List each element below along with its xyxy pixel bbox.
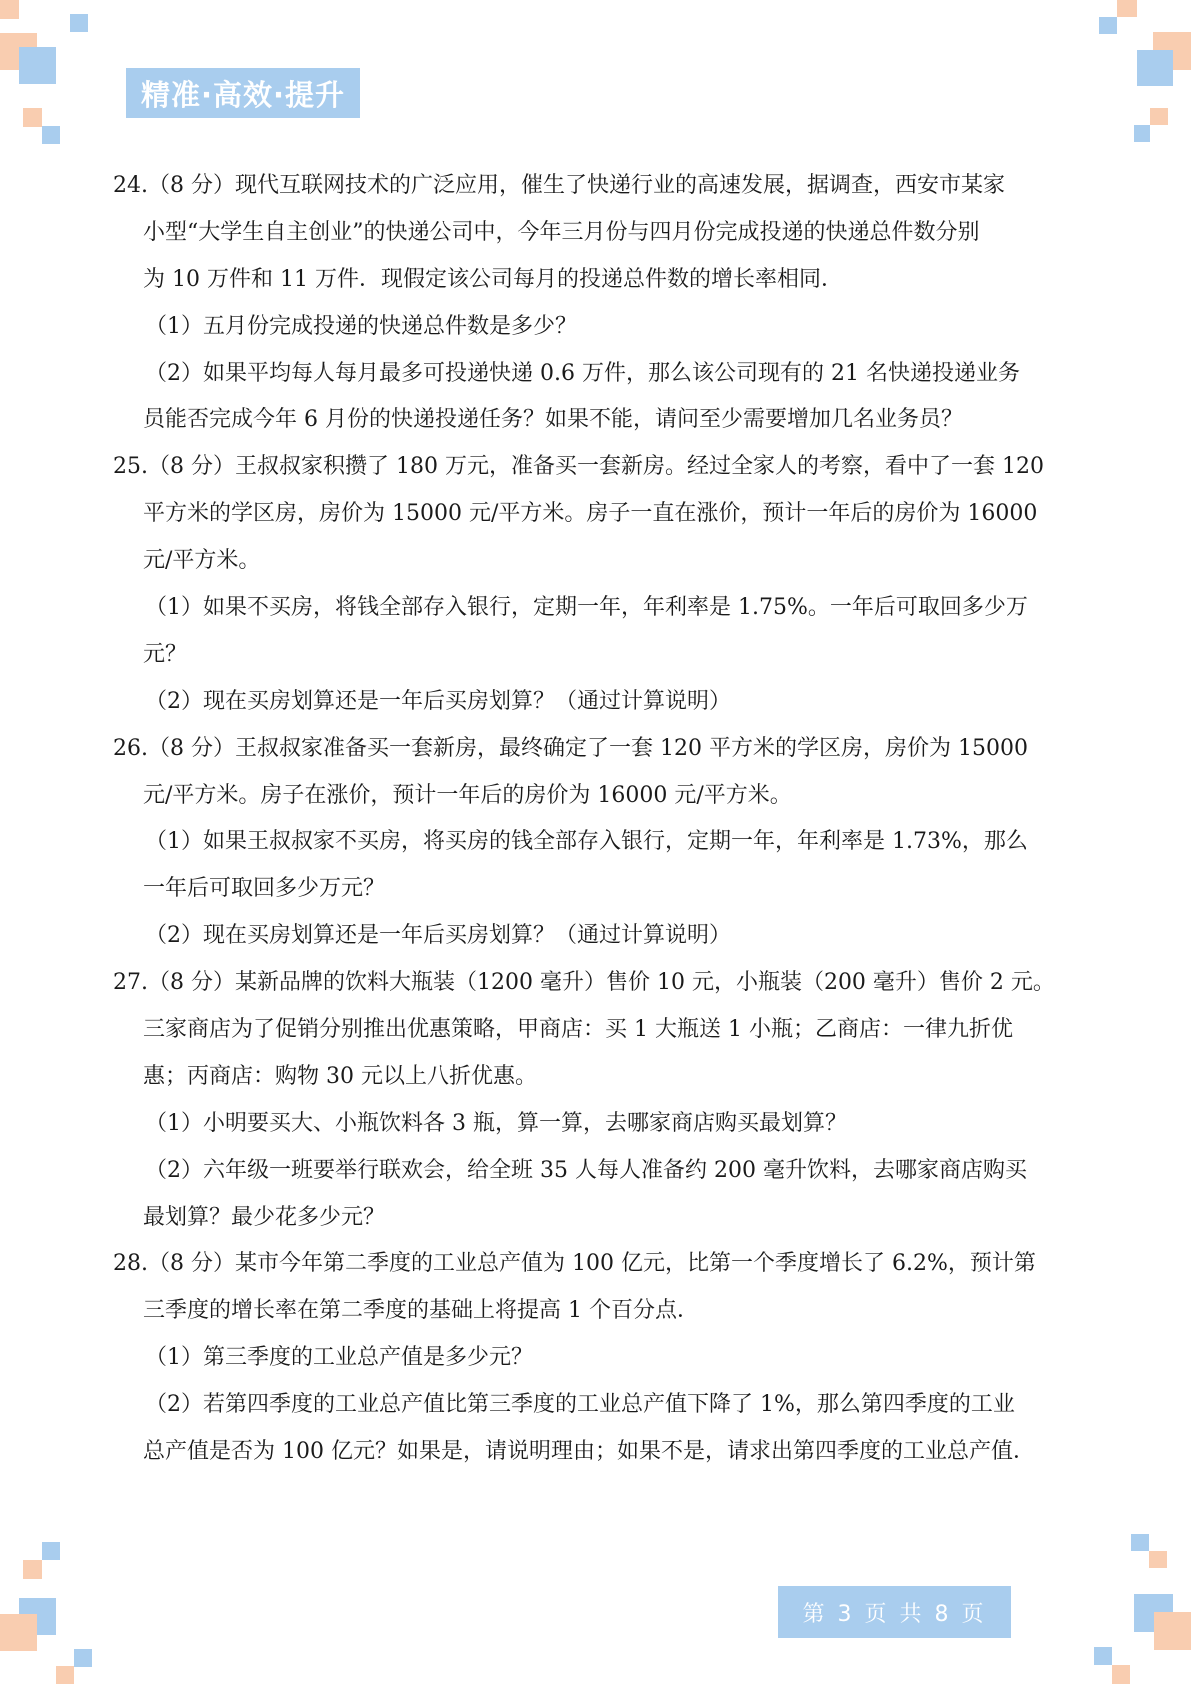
question-stem-line: 25.（8 分）王叔叔家积攒了 180 万元，准备买一套新房。经过全家人的考察，看中了一套 120 [113,454,1044,480]
decor-square [42,1542,60,1560]
question-stem-line: 平方米的学区房，房价为 15000 元/平方米。房子一直在涨价，预计一年后的房价为 16000 [143,501,1038,527]
decor-square [56,1666,74,1684]
question-stem-line: 27.（8 分）某新品牌的饮料大瓶装（1200 毫升）售价 10 元，小瓶装（200 毫升）售价 2 元。 [113,970,1055,996]
question-list [113,171,1083,1484]
decor-square [74,1649,92,1667]
decor-square [1094,1647,1112,1665]
sub-question-line: 一年后可取回多少万元？ [143,876,386,902]
sub-question-line: （1）小明要买大、小瓶饮料各 3 瓶，算一算，去哪家商店购买最划算？ [145,1110,847,1136]
decor-square [0,0,19,19]
decor-square [1137,50,1173,86]
decor-square [1112,1665,1130,1684]
question-28 [113,1249,1083,1467]
question-stem-line: 小型“大学生自主创业”的快递公司中，今年三月份与四月份完成投递的快递总件数分别 [143,219,980,245]
page-indicator: 第 3 页 共 8 页 [778,1586,1011,1638]
question-stem-line: 三季度的增长率在第二季度的基础上将提高 1 个百分点． [143,1298,699,1324]
sub-question-line: 员能否完成今年 6 月份的快递投递任务？如果不能，请问至少需要增加几名业务员？ [143,407,963,433]
decor-square [23,1560,42,1579]
sub-question-line: （1）五月份完成投递的快递总件数是多少？ [145,313,577,339]
question-stem-line: 元/平方米。房子在涨价，预计一年后的房价为 16000 元/平方米。 [143,782,792,808]
decor-square [42,126,60,144]
decor-square [1150,108,1168,125]
sub-question-line: （2）现在买房划算还是一年后买房划算？（通过计算说明） [145,923,731,949]
question-stem-line: 惠；丙商店：购物 30 元以上八折优惠。 [143,1063,537,1089]
decor-square [19,47,56,84]
sub-question-line: （1）如果不买房，将钱全部存入银行，定期一年，年利率是 1.75%。一年后可取回多少万 [145,595,1028,621]
decor-square [1149,1551,1167,1568]
question-27 [113,968,1083,1232]
decor-square [1154,1612,1191,1650]
question-stem-line: 三家商店为了促销分别推出优惠策略，甲商店：买 1 大瓶送 1 小瓶；乙商店：一律九折优 [143,1017,1013,1043]
sub-question-line: （2）如果平均每人每月最多可投递快递 0.6 万件，那么该公司现有的 21 名快递投递业务 [145,360,1020,386]
decor-square [1099,17,1117,34]
question-stem-line: 26.（8 分）王叔叔家准备买一套新房，最终确定了一套 120 平方米的学区房，房价为 15000 [113,735,1028,761]
decor-square [0,1614,37,1651]
decor-square [1117,0,1137,17]
decor-square [1131,1534,1149,1551]
question-stem-line: 元/平方米。 [143,548,261,574]
question-26 [113,734,1083,952]
sub-question-line: （2）现在买房划算还是一年后买房划算？（通过计算说明） [145,688,731,714]
decor-square [1134,125,1150,142]
question-stem-line: 24.（8 分）现代互联网技术的广泛应用，催生了快递行业的高速发展，据调查，西安市某家 [113,173,1005,198]
sub-question-line: （2）六年级一班要举行联欢会，给全班 35 人每人准备约 200 毫升饮料，去哪家商店购买 [145,1157,1027,1183]
sub-question-line: 总产值是否为 100 亿元？如果是，请说明理由；如果不是，请求出第四季度的工业总产值． [143,1439,1035,1465]
question-25 [113,452,1083,716]
decor-square [23,108,42,127]
sub-question-line: （2）若第四季度的工业总产值比第三季度的工业总产值下降了 1%，那么第四季度的工业 [145,1392,1015,1418]
decor-square [70,14,88,32]
header-banner: 精准·高效·提升 [126,68,360,118]
sub-question-line: （1）第三季度的工业总产值是多少元？ [145,1345,533,1371]
sub-question-line: 最划算？最少花多少元？ [143,1204,386,1230]
sub-question-line: 元？ [143,641,188,667]
question-24 [113,171,1083,435]
question-stem-line: 为 10 万件和 11 万件．现假定该公司每月的投递总件数的增长率相同． [143,266,843,292]
question-stem-line: 28.（8 分）某市今年第二季度的工业总产值为 100 亿元，比第一个季度增长了 6.2%，预计第 [113,1251,1036,1277]
sub-question-line: （1）如果王叔叔家不买房，将买房的钱全部存入银行，定期一年，年利率是 1.73%，那么 [145,829,1028,855]
